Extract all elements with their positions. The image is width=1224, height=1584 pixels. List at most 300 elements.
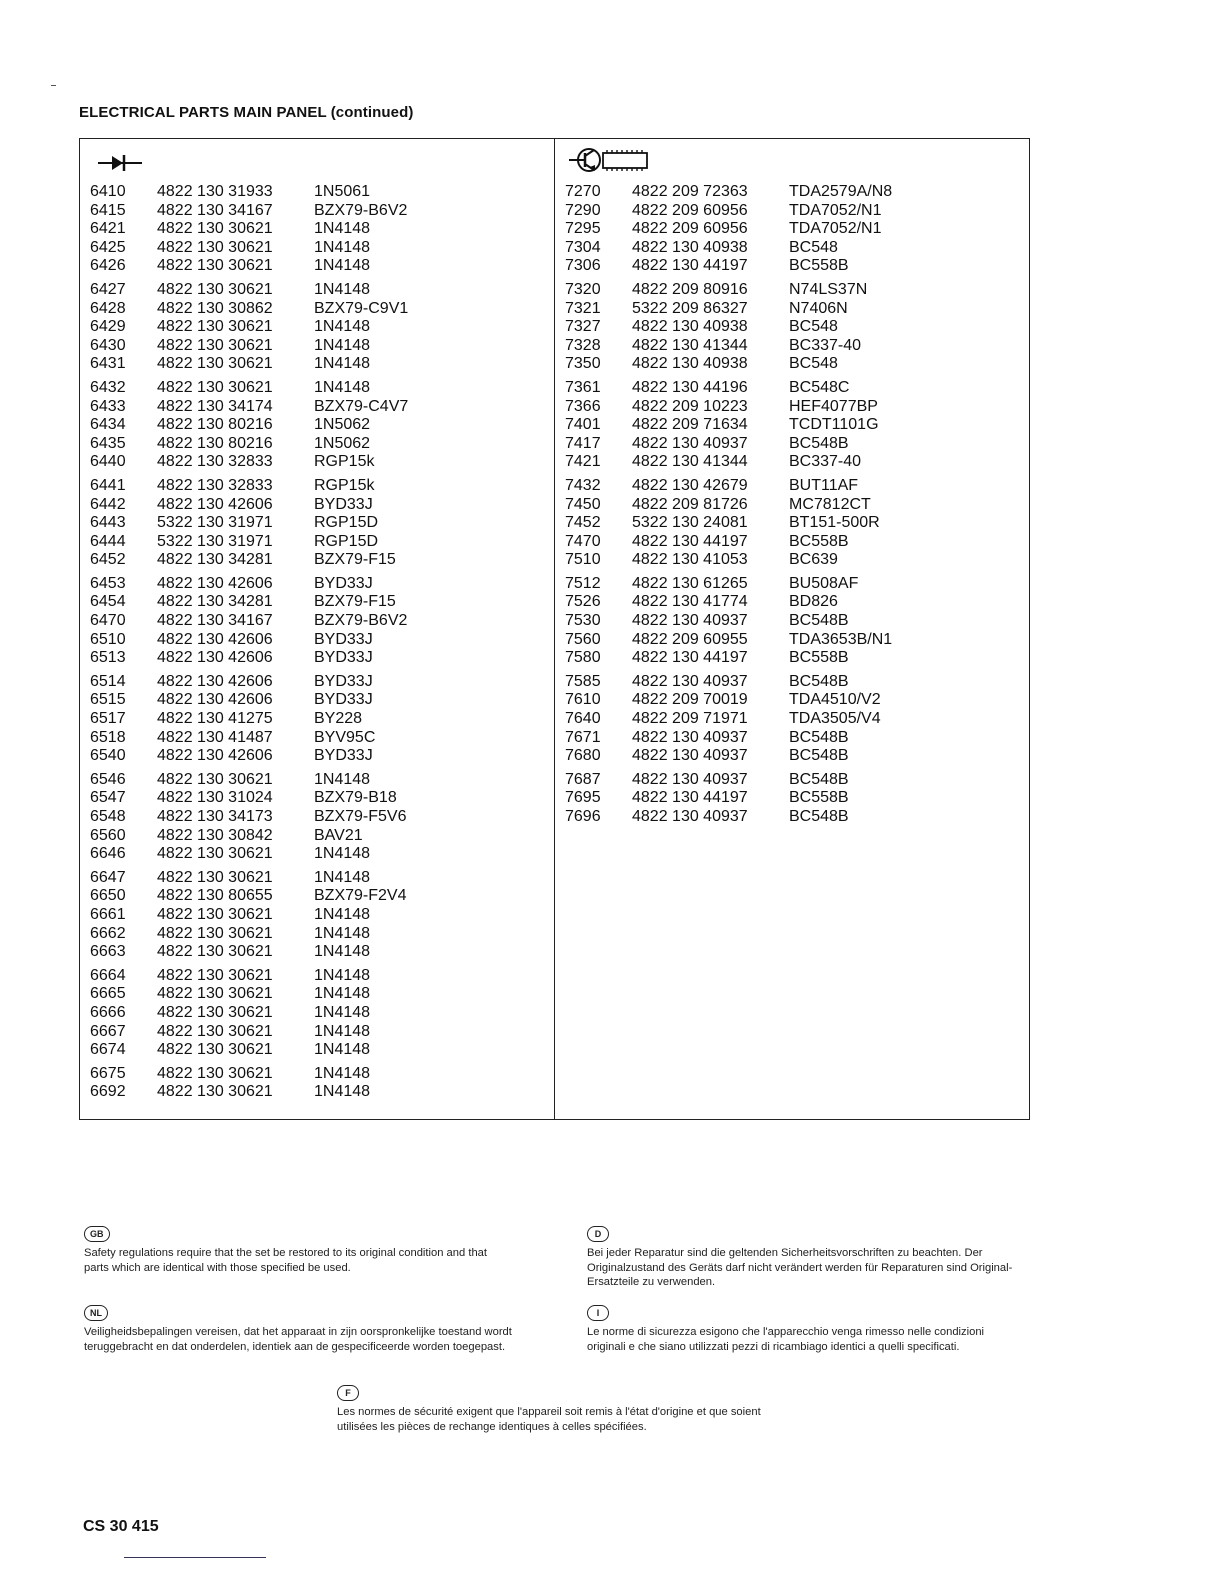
row-group xyxy=(90,379,484,472)
position-number: 6647 xyxy=(90,868,126,886)
part-code: 4822 130 30621 xyxy=(157,378,273,396)
table-row xyxy=(90,808,484,827)
part-code: 4822 130 34174 xyxy=(157,397,273,415)
position-number: 7290 xyxy=(565,201,601,219)
part-description: 1N4148 xyxy=(314,336,371,354)
part-description: BYD33J xyxy=(314,649,373,667)
table-row xyxy=(565,257,959,276)
safety-text-d: Bei jeder Reparatur sind die geltenden Sicherheitsvorschriften zu beachten. Der Originalzustand des Geräts darf nicht verändert werden für Reparaturen sind Original-Ersatzteile zu verwenden. xyxy=(587,1247,1013,1288)
part-code: 4822 209 60955 xyxy=(632,630,748,648)
part-code: 4822 130 30842 xyxy=(157,826,273,844)
table-row xyxy=(565,416,959,435)
row-group xyxy=(90,183,484,276)
transistor-ic-rows xyxy=(565,183,959,832)
table-row xyxy=(565,514,959,533)
part-code: 4822 130 30621 xyxy=(157,985,273,1003)
part-description: BU508AF xyxy=(789,574,859,592)
part-description: TDA4510/V2 xyxy=(789,691,881,709)
table-row xyxy=(90,887,484,906)
part-description: RGP15k xyxy=(314,476,375,494)
part-description: TDA3505/V4 xyxy=(789,710,881,728)
part-code: 4822 130 30621 xyxy=(157,280,273,298)
position-number: 6435 xyxy=(90,434,126,452)
part-code: 4822 130 41774 xyxy=(632,593,748,611)
position-number: 6662 xyxy=(90,924,126,942)
part-description: BT151-500R xyxy=(789,514,880,532)
part-code: 4822 130 42606 xyxy=(157,672,273,690)
table-row xyxy=(565,453,959,472)
position-number: 7366 xyxy=(565,397,601,415)
part-description: 1N5062 xyxy=(314,434,371,452)
part-code: 4822 130 30621 xyxy=(157,845,273,863)
table-row xyxy=(90,631,484,650)
safety-text-f: Les normes de sécurité exigent que l'appareil soit remis à l'état d'origine et que soient utilisées les pièces de rechange identiques à celles spécifiées. xyxy=(337,1406,761,1433)
position-number: 6513 xyxy=(90,649,126,667)
row-group xyxy=(565,771,959,827)
position-number: 7580 xyxy=(565,649,601,667)
position-number: 7560 xyxy=(565,630,601,648)
part-description: BC548 xyxy=(789,355,838,373)
row-group xyxy=(90,575,484,668)
position-number: 6442 xyxy=(90,495,126,513)
part-code: 4822 209 81726 xyxy=(632,495,748,513)
part-code: 4822 130 34167 xyxy=(157,612,273,630)
column-divider xyxy=(554,139,555,1119)
table-row xyxy=(90,355,484,374)
position-number: 6674 xyxy=(90,1041,126,1059)
part-code: 4822 130 31933 xyxy=(157,183,273,200)
table-row xyxy=(90,1041,484,1060)
position-number: 6667 xyxy=(90,1022,126,1040)
table-row xyxy=(90,318,484,337)
part-description: BZX79-C9V1 xyxy=(314,299,409,317)
part-description: BC548 xyxy=(789,238,838,256)
part-description: RGP15D xyxy=(314,532,379,550)
safety-note-nl xyxy=(84,1305,524,1354)
table-row xyxy=(90,967,484,986)
table-row xyxy=(90,551,484,570)
part-code: 4822 130 80216 xyxy=(157,416,273,434)
part-code: 4822 130 34167 xyxy=(157,201,273,219)
part-description: 1N4148 xyxy=(314,220,371,238)
position-number: 6453 xyxy=(90,574,126,592)
position-number: 7585 xyxy=(565,672,601,690)
table-row xyxy=(90,183,484,202)
position-number: 6518 xyxy=(90,728,126,746)
part-code: 4822 130 30621 xyxy=(157,905,273,923)
table-row xyxy=(565,477,959,496)
position-number: 6441 xyxy=(90,476,126,494)
part-description: BAV21 xyxy=(314,826,363,844)
position-number: 7687 xyxy=(565,770,601,788)
part-description: TDA3653B/N1 xyxy=(789,630,893,648)
part-code: 4822 130 30621 xyxy=(157,770,273,788)
part-description: BC548B xyxy=(789,434,849,452)
row-group xyxy=(90,967,484,1060)
transistor-ic-icon xyxy=(557,143,657,177)
part-code: 5322 130 31971 xyxy=(157,532,273,550)
position-number: 6415 xyxy=(90,201,126,219)
language-badge-f: F xyxy=(337,1385,359,1401)
position-number: 6646 xyxy=(90,845,126,863)
position-number: 6540 xyxy=(90,747,126,765)
table-row xyxy=(90,593,484,612)
position-number: 7696 xyxy=(565,808,601,825)
part-description: BYD33J xyxy=(314,574,373,592)
part-description: BY228 xyxy=(314,710,363,728)
position-number: 6514 xyxy=(90,672,126,690)
part-code: 5322 209 86327 xyxy=(632,299,748,317)
part-description: BZX79-F5V6 xyxy=(314,808,407,825)
part-code: 4822 130 30621 xyxy=(157,257,273,275)
part-code: 4822 130 42606 xyxy=(157,649,273,667)
part-description: 1N4148 xyxy=(314,238,371,256)
table-row xyxy=(90,906,484,925)
position-number: 6517 xyxy=(90,710,126,728)
part-code: 4822 130 30621 xyxy=(157,924,273,942)
table-row xyxy=(565,710,959,729)
diode-icon xyxy=(96,149,146,177)
position-number: 7432 xyxy=(565,476,601,494)
position-number: 6547 xyxy=(90,789,126,807)
part-code: 4822 130 32833 xyxy=(157,453,273,471)
part-description: BC548B xyxy=(789,612,849,630)
position-number: 7450 xyxy=(565,495,601,513)
part-description: 1N5062 xyxy=(314,416,371,434)
position-number: 6560 xyxy=(90,826,126,844)
part-description: BC548 xyxy=(789,318,838,336)
position-number: 7328 xyxy=(565,336,601,354)
part-code: 4822 130 44196 xyxy=(632,378,748,396)
table-row xyxy=(90,1083,484,1102)
table-row xyxy=(90,789,484,808)
table-row xyxy=(565,183,959,202)
part-code: 4822 130 34173 xyxy=(157,808,273,825)
position-number: 6675 xyxy=(90,1064,126,1082)
part-code: 4822 130 40937 xyxy=(632,747,748,765)
row-group xyxy=(565,673,959,766)
part-description: 1N4148 xyxy=(314,770,371,788)
part-code: 4822 130 30621 xyxy=(157,943,273,961)
table-row xyxy=(565,789,959,808)
part-description: BC337-40 xyxy=(789,336,862,354)
table-row xyxy=(90,869,484,888)
table-row xyxy=(90,985,484,1004)
part-description: BC558B xyxy=(789,257,849,275)
part-description: TDA7052/N1 xyxy=(789,220,882,238)
position-number: 7640 xyxy=(565,710,601,728)
row-group xyxy=(90,477,484,570)
part-code: 4822 130 44197 xyxy=(632,649,748,667)
part-code: 4822 209 71634 xyxy=(632,416,748,434)
position-number: 6410 xyxy=(90,183,126,200)
position-number: 7304 xyxy=(565,238,601,256)
table-row xyxy=(565,281,959,300)
table-row xyxy=(565,220,959,239)
position-number: 6421 xyxy=(90,220,126,238)
part-code: 4822 130 42606 xyxy=(157,747,273,765)
table-row xyxy=(565,318,959,337)
part-description: BYD33J xyxy=(314,495,373,513)
part-description: BC558B xyxy=(789,532,849,550)
position-number: 7401 xyxy=(565,416,601,434)
safety-note-i xyxy=(587,1305,1017,1354)
position-number: 7417 xyxy=(565,434,601,452)
safety-text-nl: Veiligheidsbepalingen vereisen, dat het apparaat in zijn oorspronkelijke toestand wordt teruggebracht en dat onderdelen, identiek aan de gespecificeerde worden toegepast. xyxy=(84,1326,512,1353)
part-code: 4822 130 30621 xyxy=(157,238,273,256)
position-number: 6470 xyxy=(90,612,126,630)
part-code: 4822 130 40937 xyxy=(632,728,748,746)
table-row xyxy=(90,398,484,417)
part-code: 4822 130 30621 xyxy=(157,1003,273,1021)
part-description: BYD33J xyxy=(314,672,373,690)
part-description: BZX79-B6V2 xyxy=(314,201,408,219)
position-number: 7452 xyxy=(565,514,601,532)
part-description: 1N4148 xyxy=(314,1041,371,1059)
table-row xyxy=(565,771,959,790)
table-row xyxy=(90,281,484,300)
safety-note-gb xyxy=(84,1226,504,1275)
position-number: 7470 xyxy=(565,532,601,550)
part-code: 4822 209 10223 xyxy=(632,397,748,415)
table-row xyxy=(565,593,959,612)
part-code: 4822 130 30621 xyxy=(157,220,273,238)
language-badge-gb: GB xyxy=(84,1226,110,1242)
position-number: 6444 xyxy=(90,532,126,550)
part-description: BYD33J xyxy=(314,691,373,709)
part-description: BC558B xyxy=(789,789,849,807)
part-code: 4822 130 30621 xyxy=(157,355,273,373)
position-number: 6452 xyxy=(90,551,126,569)
part-code: 4822 130 30621 xyxy=(157,868,273,886)
position-number: 7306 xyxy=(565,257,601,275)
part-description: BZX79-F15 xyxy=(314,551,396,569)
margin-mark xyxy=(51,85,56,86)
part-code: 4822 130 40937 xyxy=(632,770,748,788)
table-row xyxy=(90,575,484,594)
part-description: 1N4148 xyxy=(314,355,371,373)
part-code: 4822 130 40938 xyxy=(632,238,748,256)
table-row xyxy=(90,202,484,221)
part-description: BC337-40 xyxy=(789,453,862,471)
position-number: 7512 xyxy=(565,574,601,592)
table-row xyxy=(90,729,484,748)
table-row xyxy=(565,575,959,594)
part-description: 1N4148 xyxy=(314,257,371,275)
table-row xyxy=(90,496,484,515)
part-code: 4822 130 30621 xyxy=(157,336,273,354)
position-number: 7530 xyxy=(565,612,601,630)
table-row xyxy=(565,239,959,258)
part-description: 1N4148 xyxy=(314,1022,371,1040)
part-description: BUT11AF xyxy=(789,476,859,494)
table-row xyxy=(90,649,484,668)
part-code: 4822 130 41487 xyxy=(157,728,273,746)
position-number: 6454 xyxy=(90,593,126,611)
part-code: 4822 130 34281 xyxy=(157,593,273,611)
part-code: 4822 130 40937 xyxy=(632,672,748,690)
position-number: 6428 xyxy=(90,299,126,317)
table-row xyxy=(565,631,959,650)
table-row xyxy=(90,453,484,472)
table-row xyxy=(90,1004,484,1023)
position-number: 6427 xyxy=(90,280,126,298)
position-number: 6443 xyxy=(90,514,126,532)
table-row xyxy=(90,337,484,356)
position-number: 7321 xyxy=(565,299,601,317)
part-code: 5322 130 24081 xyxy=(632,514,748,532)
table-row xyxy=(90,845,484,864)
part-description: BC548B xyxy=(789,770,849,788)
table-row xyxy=(90,691,484,710)
table-row xyxy=(565,612,959,631)
position-number: 6665 xyxy=(90,985,126,1003)
table-row xyxy=(90,300,484,319)
part-code: 4822 209 60956 xyxy=(632,201,748,219)
safety-text-gb: Safety regulations require that the set be restored to its original condition and that parts which are identical with those specified be used. xyxy=(84,1247,487,1274)
part-code: 4822 130 40938 xyxy=(632,318,748,336)
language-badge-d: D xyxy=(587,1226,609,1242)
position-number: 7526 xyxy=(565,593,601,611)
part-code: 4822 130 30621 xyxy=(157,1041,273,1059)
part-description: BZX79-C4V7 xyxy=(314,397,409,415)
position-number: 7327 xyxy=(565,318,601,336)
position-number: 7610 xyxy=(565,691,601,709)
safety-note-d xyxy=(587,1226,1017,1290)
table-row xyxy=(90,220,484,239)
position-number: 7421 xyxy=(565,453,601,471)
part-description: BZX79-F2V4 xyxy=(314,887,407,905)
position-number: 6650 xyxy=(90,887,126,905)
part-code: 4822 209 71971 xyxy=(632,710,748,728)
part-code: 4822 130 42606 xyxy=(157,574,273,592)
part-description: 1N4148 xyxy=(314,1003,371,1021)
part-code: 4822 130 40937 xyxy=(632,612,748,630)
part-description: MC7812CT xyxy=(789,495,871,513)
table-row xyxy=(565,673,959,692)
part-code: 4822 130 30862 xyxy=(157,299,273,317)
row-group xyxy=(90,869,484,962)
position-number: 6510 xyxy=(90,630,126,648)
position-number: 6692 xyxy=(90,1083,126,1101)
part-description: BZX79-B6V2 xyxy=(314,612,408,630)
table-row xyxy=(565,398,959,417)
position-number: 7295 xyxy=(565,220,601,238)
part-description: BC639 xyxy=(789,551,838,569)
part-description: BZX79-B18 xyxy=(314,789,397,807)
part-description: 1N4148 xyxy=(314,1083,371,1101)
position-number: 6663 xyxy=(90,943,126,961)
part-code: 4822 130 32833 xyxy=(157,476,273,494)
safety-text-i: Le norme di sicurezza esigono che l'apparecchio venga rimesso nelle condizioni originali e che siano utilizzati pezzi di ricambiago identici a quelli specificati. xyxy=(587,1326,985,1353)
page-title: ELECTRICAL PARTS MAIN PANEL (continued) xyxy=(79,104,414,121)
table-row xyxy=(90,673,484,692)
position-number: 6433 xyxy=(90,397,126,415)
position-number: 6431 xyxy=(90,355,126,373)
part-description: 1N4148 xyxy=(314,868,371,886)
row-group xyxy=(90,1065,484,1102)
position-number: 6515 xyxy=(90,691,126,709)
position-number: 7361 xyxy=(565,378,601,396)
part-description: 1N5061 xyxy=(314,183,371,200)
diode-rows xyxy=(90,183,484,1107)
part-description: 1N4148 xyxy=(314,318,371,336)
part-description: 1N4148 xyxy=(314,280,371,298)
part-code: 4822 130 42606 xyxy=(157,495,273,513)
position-number: 7510 xyxy=(565,551,601,569)
position-number: 7671 xyxy=(565,728,601,746)
table-row xyxy=(565,533,959,552)
position-number: 7270 xyxy=(565,183,601,200)
part-description: BYD33J xyxy=(314,747,373,765)
part-description: BZX79-F15 xyxy=(314,593,396,611)
table-row xyxy=(90,533,484,552)
part-description: 1N4148 xyxy=(314,943,371,961)
part-description: BC548C xyxy=(789,378,850,396)
position-number: 6664 xyxy=(90,966,126,984)
table-row xyxy=(90,710,484,729)
part-code: 4822 130 41275 xyxy=(157,710,273,728)
language-badge-i: I xyxy=(587,1305,609,1321)
part-code: 4822 130 40938 xyxy=(632,355,748,373)
position-number: 6429 xyxy=(90,318,126,336)
part-description: RGP15k xyxy=(314,453,375,471)
position-number: 6430 xyxy=(90,336,126,354)
part-description: BC548B xyxy=(789,672,849,690)
position-number: 6432 xyxy=(90,378,126,396)
table-row xyxy=(565,300,959,319)
footer-rule xyxy=(124,1557,266,1558)
table-row xyxy=(90,612,484,631)
part-code: 4822 130 30621 xyxy=(157,1064,273,1082)
position-number: 6661 xyxy=(90,905,126,923)
row-group xyxy=(565,575,959,668)
position-number: 7320 xyxy=(565,280,601,298)
part-code: 4822 130 44197 xyxy=(632,532,748,550)
part-code: 4822 209 80916 xyxy=(632,280,748,298)
part-code: 4822 130 80216 xyxy=(157,434,273,452)
part-code: 4822 130 30621 xyxy=(157,1022,273,1040)
part-description: BC548B xyxy=(789,808,849,825)
table-row xyxy=(90,925,484,944)
part-code: 4822 130 41053 xyxy=(632,551,748,569)
position-number: 7680 xyxy=(565,747,601,765)
part-code: 4822 130 44197 xyxy=(632,789,748,807)
row-group xyxy=(90,281,484,374)
part-description: TDA7052/N1 xyxy=(789,201,882,219)
part-code: 4822 130 31024 xyxy=(157,789,273,807)
table-row xyxy=(565,496,959,515)
table-row xyxy=(565,808,959,827)
row-group xyxy=(565,379,959,472)
table-row xyxy=(565,649,959,668)
position-number: 6666 xyxy=(90,1003,126,1021)
part-code: 4822 130 30621 xyxy=(157,966,273,984)
table-row xyxy=(565,747,959,766)
part-description: BC548B xyxy=(789,747,849,765)
table-row xyxy=(565,691,959,710)
part-code: 4822 130 61265 xyxy=(632,574,748,592)
row-group xyxy=(565,477,959,570)
part-code: 4822 130 42679 xyxy=(632,476,748,494)
part-code: 4822 130 42606 xyxy=(157,630,273,648)
part-code: 4822 209 72363 xyxy=(632,183,748,200)
table-row xyxy=(90,1023,484,1042)
part-description: TCDT1101G xyxy=(789,416,879,434)
part-description: BC558B xyxy=(789,649,849,667)
row-group xyxy=(565,281,959,374)
table-row xyxy=(565,355,959,374)
